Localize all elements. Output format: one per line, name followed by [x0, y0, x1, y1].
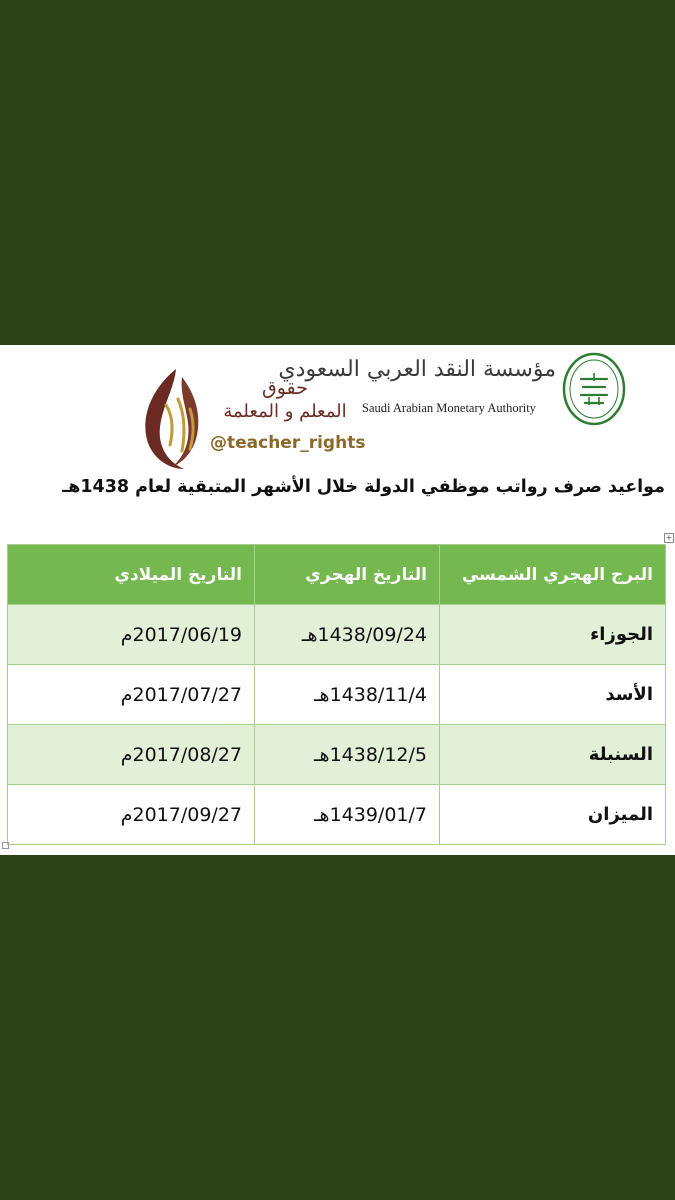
table-move-handle[interactable]: + — [665, 533, 673, 542]
table-row — [8, 725, 666, 785]
zodiac-cell: السنبلة — [440, 725, 666, 785]
teacher-rights-title-top: حقوق — [262, 377, 308, 399]
sama-seal-logo — [561, 351, 627, 427]
document-panel — [0, 345, 675, 855]
table-row — [8, 605, 666, 665]
hijri-date-cell: 1438/11/4هـ — [255, 665, 440, 725]
zodiac-cell: الجوزاء — [440, 605, 666, 665]
column-header-zodiac: البرج الهجري الشمسي — [440, 545, 666, 605]
hijri-date-cell: 1438/09/24هـ — [255, 605, 440, 665]
gregorian-date-cell: 2017/09/27م — [8, 785, 255, 845]
gregorian-date-cell: 2017/08/27م — [8, 725, 255, 785]
table-resize-handle[interactable] — [2, 842, 9, 849]
teacher-rights-handle: @teacher_rights — [210, 433, 366, 453]
zodiac-cell: الميزان — [440, 785, 666, 845]
salary-schedule-table — [7, 544, 666, 845]
column-header-gregorian: التاريخ الميلادي — [8, 545, 255, 605]
hijri-date-cell: 1438/12/5هـ — [255, 725, 440, 785]
table-row — [8, 665, 666, 725]
table-header-row — [8, 545, 666, 605]
gregorian-date-cell: 2017/06/19م — [8, 605, 255, 665]
column-header-hijri: التاريخ الهجري — [255, 545, 440, 605]
table-row — [8, 785, 666, 845]
teacher-rights-title-bottom: المعلم و المعلمة — [223, 401, 347, 422]
sama-english-name: Saudi Arabian Monetary Authority — [362, 401, 536, 415]
page-title: مواعيد صرف رواتب موظفي الدولة خلال الأشهر المتبقية لعام 1438هـ — [62, 477, 665, 497]
teacher-rights-calligraphy-logo — [136, 365, 216, 473]
gregorian-date-cell: 2017/07/27م — [8, 665, 255, 725]
zodiac-cell: الأسد — [440, 665, 666, 725]
hijri-date-cell: 1439/01/7هـ — [255, 785, 440, 845]
sama-arabic-name: مؤسسة النقد العربي السعودي — [278, 357, 556, 382]
